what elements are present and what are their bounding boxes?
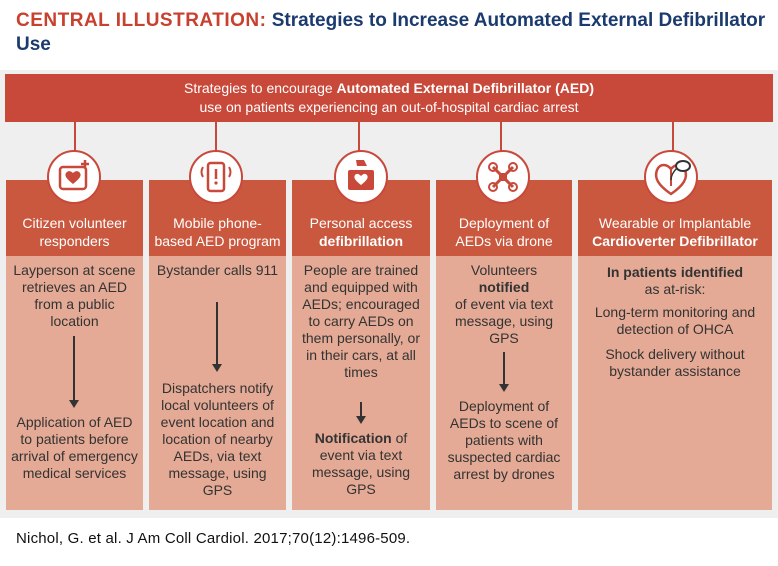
step-text: Bystander calls 911 [156, 262, 279, 278]
header [0, 0, 778, 70]
banner-text-bold: Automated External Defibrillator (AED) [336, 80, 595, 96]
citation: Nichol, G. et al. J Am Coll Cardiol. 2017;70(12):1496-509. [16, 530, 411, 547]
step-text: Application of AED to patients before arrival of emergency medical services [11, 414, 138, 481]
page-title [16, 9, 766, 57]
column-title: Wearable or Implantable Cardioverter Defibrillator [592, 215, 758, 249]
banner-text-a: Strategies to encourage [183, 80, 337, 96]
hand-carrying-aed-icon [334, 150, 388, 204]
point-text: Long-term monitoring and detection of OHCA [594, 304, 756, 337]
title-lead: CENTRAL ILLUSTRATION: [16, 10, 267, 31]
mobile-phone-alert-icon [189, 150, 243, 204]
column-title: Mobile phone- based AED program [154, 215, 281, 249]
column-title: Deployment of AEDs via drone [455, 215, 553, 249]
flow-arrow [360, 402, 362, 422]
connector-line [215, 122, 217, 152]
flow-arrow [503, 352, 505, 390]
connector-line [672, 122, 674, 152]
column-title: Personal access defibrillation [309, 215, 413, 249]
strategy-column-mobile-phone [149, 180, 286, 510]
strategy-column-drone [436, 180, 572, 510]
point-text: Shock delivery without bystander assistance [605, 346, 745, 379]
step-text: Volunteers notified of event via text message, using GPS [454, 262, 554, 346]
implantable-defibrillator-heart-icon [644, 150, 698, 204]
step-text: Dispatchers notify local volunteers of event location and location of nearby AEDs, via text message, using GPS [160, 380, 275, 498]
step-text: Notification of event via text message, using GPS [311, 430, 411, 497]
flow-arrow [216, 302, 218, 370]
strategy-column-citizen-volunteer [6, 180, 143, 510]
step-text: Deployment of AEDs to scene of patients with suspected cardiac arrest by drones [447, 398, 561, 482]
strategy-banner [5, 74, 773, 122]
strategy-column-personal-access [292, 180, 430, 510]
banner-text-c: use on patients experiencing an out-of-hospital cardiac arrest [199, 99, 579, 115]
step-text: Layperson at scene retrieves an AED from a public location [13, 262, 136, 329]
connector-line [500, 122, 502, 152]
aed-heart-icon [47, 150, 101, 204]
connector-line [358, 122, 360, 152]
strategy-column-wearable-icd [578, 180, 772, 510]
flow-arrow [73, 336, 75, 406]
note-text: In patients identified as at-risk: [606, 264, 744, 297]
drone-icon [476, 150, 530, 204]
step-text: People are trained and equipped with AEDs; encouraged to carry AEDs on them personally, or in their cars, at all times [301, 262, 420, 380]
connector-line [74, 122, 76, 152]
column-title: Citizen volunteer responders [22, 215, 127, 249]
title-rest: Strategies to Increase Automated External Defibrillator Use [16, 10, 766, 55]
